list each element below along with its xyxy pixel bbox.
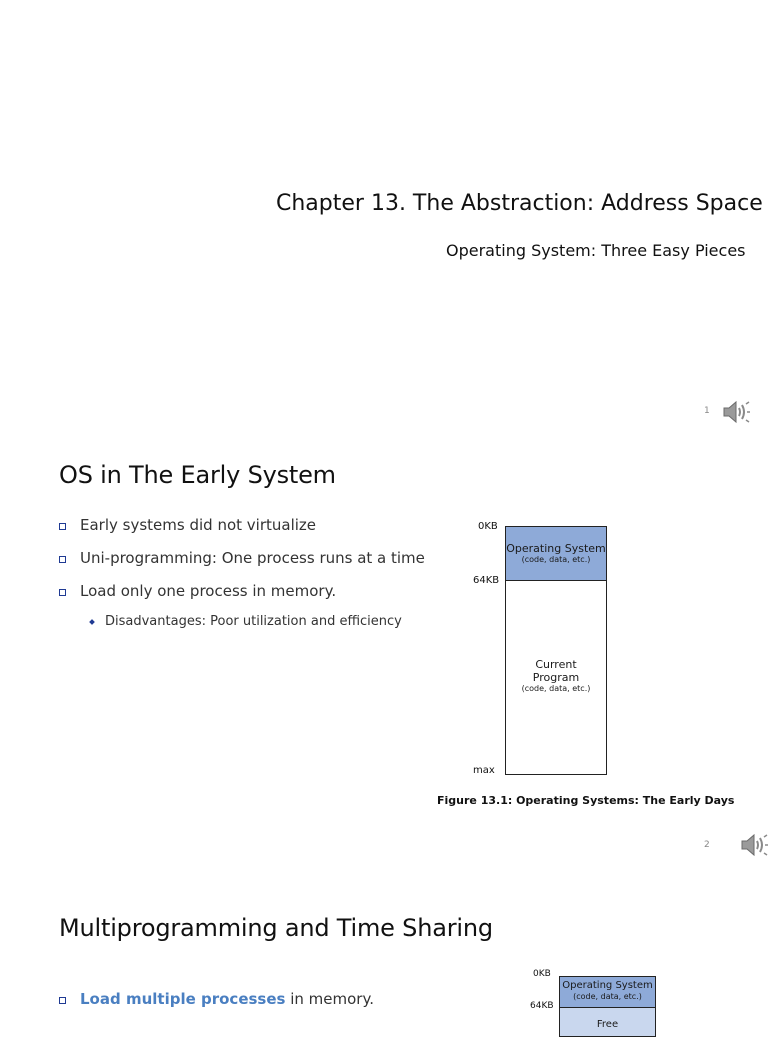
slide2-bullet-3: Load only one process in memory. [80,582,337,600]
slide3-heading: Multiprogramming and Time Sharing [59,914,493,942]
slide2-bullet-2: Uni-programming: One process runs at a time [80,549,425,567]
bullet-marker [59,556,66,563]
os-block-sub: (code, data, etc.) [521,555,591,564]
figure-caption: Figure 13.1: Operating Systems: The Early Days [437,794,735,807]
os-block-title: Operating System [562,980,653,991]
slide1-title: Chapter 13. The Abstraction: Address Space [276,191,763,216]
bullet-marker [59,997,66,1004]
bullet-marker [59,589,66,596]
label-0kb: 0KB [533,969,551,979]
slide2-heading: OS in The Early System [59,461,336,489]
os-memory-block [505,526,607,581]
program-memory-block [505,580,607,775]
bullet-rest: in memory. [285,990,374,1008]
label-64kb: 64KB [530,1001,554,1011]
bullet-marker [59,523,66,530]
sub-bullet-marker [89,619,95,625]
label-64kb: 64KB [473,575,500,586]
speaker-icon[interactable] [722,398,752,426]
program-block-title-2: Program [532,671,580,684]
slide3-bullet-1 [80,990,374,1008]
bullet-highlight: Load multiple processes [80,990,286,1008]
os-memory-block [559,976,656,1008]
speaker-icon[interactable] [740,831,768,859]
slide1-page-number: 1 [704,406,710,416]
os-block-title: Operating System [506,542,606,555]
slide2-page-number: 2 [704,840,710,850]
label-max: max [473,765,495,776]
free-memory-block [559,1007,656,1037]
os-block-sub: (code, data, etc.) [573,992,642,1001]
free-block-label: Free [596,1019,619,1030]
slide1-subtitle: Operating System: Three Easy Pieces [446,241,746,260]
slide2-bullet-1: Early systems did not virtualize [80,516,317,534]
program-block-title-1: Current [535,658,577,671]
program-block-sub: (code, data, etc.) [521,684,591,693]
slide2-sub-bullet-1: Disadvantages: Poor utilization and efficiency [105,614,402,629]
label-0kb: 0KB [478,521,498,532]
